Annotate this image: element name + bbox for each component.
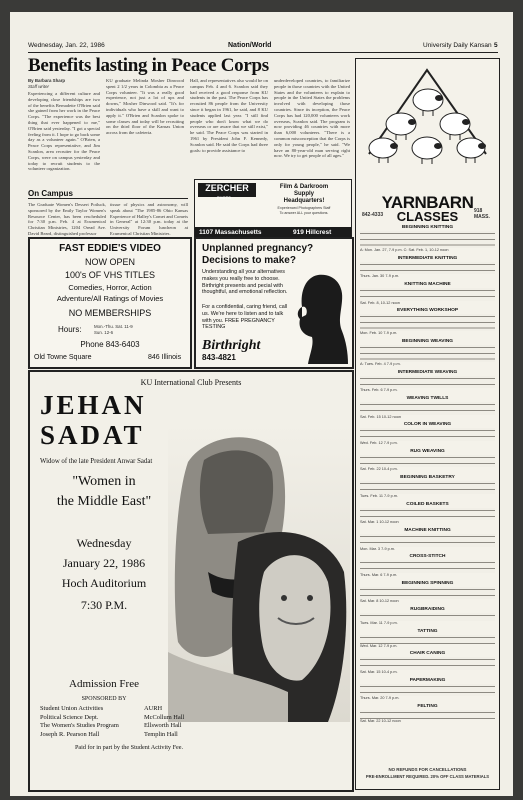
- sadat-date: January 22, 1986: [62, 556, 146, 570]
- sadat-admission: Admission Free: [69, 678, 139, 690]
- lead-column-1: Experiencing a different culture and developing close friendships are two of the benefits Bernadette O'Brien said she gained from her work in the Peace Corps. "The experience was the best thing that ever happened to me," O'Brien said yesterday. "I got a special feeling from it. I hope to go back some day as a volunteer again." O'Brien, a Peace Corps representative, and Jim Scanlon, area recruiter for the Peace Corps, were on campus yesterday and today to recruit students to the volunteer organization.: [28, 91, 100, 172]
- zercher-line-5: To answer ALL your questions.: [279, 211, 329, 215]
- yarnbarn-class-title: MACHINE KNITTING: [404, 527, 451, 533]
- sadat-sponsor: McCollum Hall: [144, 713, 185, 721]
- yarnbarn-class-description: [360, 560, 495, 573]
- yarnbarn-class-section: [360, 629, 495, 648]
- yarnbarn-class-section: [360, 607, 495, 626]
- yarnbarn-class-title: BEGINNING BASKETRY: [400, 475, 455, 481]
- sadat-topic-line-2: the Middle East": [56, 494, 152, 509]
- fast-eddies-address: 846 Illinois: [148, 354, 182, 361]
- fast-eddies-no-memberships: NO MEMBERSHIPS: [68, 308, 152, 318]
- birthright-phone: 843-4821: [202, 353, 236, 362]
- fast-eddies-ratings: Adventure/All Ratings of Movies: [56, 294, 164, 303]
- birthright-logo: Birthright: [202, 338, 261, 353]
- yarnbarn-name: YARNBARN: [381, 193, 474, 212]
- fast-eddies-hours-label: Hours:: [58, 325, 82, 334]
- yarnbarn-address-street: MASS.: [474, 214, 490, 220]
- yarnbarn-class-title: BEGINNING WEAVING: [401, 338, 454, 344]
- lead-subbyline: Staff writer: [28, 84, 49, 89]
- yarnbarn-class-schedule: Sat. Feb. 15 10-12 noon: [360, 414, 401, 419]
- sadat-sponsor: AURH: [144, 705, 163, 712]
- yarnbarn-class-schedule: Tues. Mar. 11 7-9 p.m.: [360, 621, 398, 626]
- yarnbarn-class-section: [360, 308, 495, 336]
- yarnbarn-class-section: [360, 502, 495, 525]
- yarnbarn-class-schedule: Thurs. Feb. 6 7-9 p.m.: [360, 388, 398, 393]
- lead-headline: Benefits lasting in Peace Corps: [28, 55, 269, 76]
- header-section: Nation/World: [228, 42, 272, 49]
- yarnbarn-class-description: [360, 635, 495, 643]
- zercher-address-2: 919 Hillcrest: [293, 229, 332, 236]
- yarnbarn-class-section: [360, 256, 495, 279]
- fast-eddies-hours-sunday: Sun. 12-6: [94, 330, 114, 335]
- yarnbarn-class-title: INTERMEDIATE WEAVING: [397, 369, 458, 375]
- fast-eddies-title: FAST EDDIE'S VIDEO: [59, 243, 161, 254]
- header-page-number: 5: [494, 42, 498, 49]
- yarnbarn-class-title: RUG WEAVING: [410, 448, 445, 454]
- yarnbarn-class-section: [360, 678, 495, 701]
- sadat-sponsor: Templin Hall: [144, 730, 178, 738]
- yarnbarn-class-schedule: Thurs. Mar. 20 7-9 p.m.: [360, 696, 400, 701]
- yarnbarn-class-description: [360, 481, 495, 494]
- zercher-photo-ad: [194, 179, 352, 240]
- sadat-time: 7:30 P.M.: [80, 598, 128, 612]
- yarnbarn-class-description: [360, 613, 495, 621]
- yarnbarn-class-description: [360, 587, 495, 600]
- zercher-line-1: Film & Darkroom: [279, 184, 329, 190]
- on-campus-title: On Campus: [28, 189, 188, 199]
- zercher-logo: ZERCHER: [198, 183, 256, 197]
- yarnbarn-class-schedule: Wed. Mar. 12 7-9 p.m.: [360, 643, 398, 648]
- yarnbarn-class-description: [360, 710, 495, 718]
- yarnbarn-class-description: [360, 402, 495, 415]
- sadat-sponsor: Student Union Activities: [40, 705, 104, 712]
- zercher-line-2: Supply: [293, 191, 314, 197]
- yarnbarn-footer-refunds: NO REFUNDS FOR CANCELLATIONS: [388, 767, 467, 772]
- yarnbarn-class-description: [360, 345, 495, 362]
- yarnbarn-class-title: EVERYTHING WORKSHOP: [396, 308, 459, 314]
- yarnbarn-class-title: BEGINNING SPINNING: [401, 580, 454, 586]
- yarnbarn-class-title: TATTING: [417, 629, 438, 635]
- on-campus-column-2: tissue of physics and astronomy, will speak about "The 1985-86 Ohio Kansas Experience of Halley's Comet and Comets in General" at 12:30 p.m. today at the University Forum luncheon at Ecumenical Christian Ministries.: [110, 202, 188, 236]
- yarnbarn-class-section: [360, 339, 495, 367]
- yarnbarn-class-description: [360, 231, 495, 248]
- page-header: [28, 40, 498, 53]
- yarnbarn-class-description: [360, 455, 495, 468]
- yarnbarn-class-schedule: Mon. Mar. 3 7-9 p.m.: [360, 546, 396, 551]
- sadat-portrait-photo: [168, 422, 350, 722]
- zercher-logo-sub: PHOTO: [217, 195, 232, 200]
- on-campus-column-1: The Graduate Women's Dessert Potluck, sponsored by the Emily Taylor Women's Resource Center, has been rescheduled for 7:30 p.m. Feb. 4 at Ecumenical Christian Ministries, 1204 Oread Ave. David Beard, distinguished professor: [28, 202, 106, 236]
- sadat-first-name: JEHAN: [40, 390, 147, 420]
- birthright-headline: Unplanned pregnancy? Decisions to make?: [202, 243, 314, 266]
- yarnbarn-class-title: WEAVING TWILLS: [406, 395, 449, 401]
- yarnbarn-address-number: 918: [474, 208, 483, 214]
- sadat-sponsor: Ellsworth Hall: [144, 722, 182, 730]
- yarnbarn-class-schedule: Mon. Feb. 10 7-9 p.m.: [360, 331, 398, 336]
- fast-eddies-video-ad: [28, 237, 192, 369]
- yarnbarn-class-title: INTERMEDIATE KNITTING: [397, 255, 458, 261]
- header-paper: University Daily Kansan: [423, 42, 492, 49]
- yarnbarn-class-section: [360, 475, 495, 498]
- yarnbarn-class-section: [360, 396, 495, 419]
- yarnbarn-class-title: FELTING: [417, 704, 438, 710]
- sadat-sponsor: Joseph R. Pearson Hall: [40, 730, 100, 738]
- yarnbarn-class-section: [360, 449, 495, 472]
- yarnbarn-class-title: CROSS-STITCH: [409, 554, 446, 560]
- fast-eddies-hours-weekday: Mon.-Thu. Sat. 11-9: [94, 324, 133, 329]
- yarnbarn-class-description: [360, 288, 495, 301]
- yarnbarn-class-section: [360, 651, 495, 674]
- yarnbarn-class-title: COLOR IN WEAVING: [403, 422, 452, 428]
- yarnbarn-class-schedule: Thurs. Jan. 30 7-9 p.m.: [360, 274, 400, 279]
- yarnbarn-class-schedule: Sat. Feb. 22 10-4 p.m.: [360, 467, 398, 472]
- yarnbarn-class-section: [360, 282, 495, 305]
- sheep-illustration: [361, 62, 494, 192]
- fast-eddies-now-open: NOW OPEN: [84, 257, 135, 267]
- zercher-line-3: Headquarters!: [283, 198, 325, 204]
- yarnbarn-class-section: [360, 225, 495, 253]
- sadat-place: Hoch Auditorium: [61, 576, 147, 590]
- yarnbarn-class-section: [360, 528, 495, 551]
- yarnbarn-class-section: [360, 422, 495, 445]
- sadat-topic-line-1: "Women in: [72, 474, 136, 489]
- yarnbarn-phone: 842-4333: [362, 212, 384, 218]
- yarnbarn-class-schedule: Wed. Feb. 12 7-9 p.m.: [360, 440, 398, 445]
- yarnbarn-class-description: [360, 376, 495, 389]
- lead-byline: By Barbara Sharp: [28, 78, 66, 83]
- sadat-sponsors-left: [40, 705, 140, 739]
- yarnbarn-class-title: COILED BASKETS: [406, 501, 449, 507]
- newspaper-page: [10, 12, 513, 796]
- yarnbarn-class-section: [360, 554, 495, 577]
- yarnbarn-class-title: PAPERMAKING: [409, 677, 446, 683]
- yarnbarn-class-schedule: Sat. Mar. 8 10-12 noon: [360, 599, 399, 604]
- sadat-sponsor: The Women's Studies Program: [40, 722, 119, 730]
- yarnbarn-class-schedule: A: Mon. Jan. 27, 7-9 p.m. C: Sat. Feb. 1, 10-12 noon: [360, 247, 449, 252]
- woman-silhouette-illustration: [288, 269, 350, 364]
- zercher-line-4: Experienced Photographers Staff: [277, 206, 331, 210]
- yarnbarn-class-title: BEGINNING KNITTING: [401, 225, 454, 230]
- sadat-last-name: SADAT: [40, 420, 145, 450]
- yarnbarn-class-section: [360, 704, 495, 723]
- sadat-sponsors-right: [144, 705, 204, 739]
- yarnbarn-class-schedule: A: Tues. Feb. 4 7-9 p.m.: [360, 361, 401, 366]
- yarnbarn-class-schedule: Tues. Feb. 11 7-9 p.m.: [360, 493, 398, 498]
- jehan-sadat-ad: [28, 370, 354, 792]
- yarnbarn-classes-ad: [355, 58, 500, 790]
- yarnbarn-class-description: [360, 428, 495, 441]
- yarnbarn-class-schedule: Sat. Mar. 15 10-4 p.m.: [360, 670, 398, 675]
- fast-eddies-titles: 100's OF VHS TITLES: [64, 270, 156, 280]
- yarnbarn-class-title: CHAIR CANING: [409, 651, 446, 657]
- yarnbarn-class-description: [360, 684, 495, 697]
- yarnbarn-class-title: RUGBRAIDING: [410, 607, 445, 613]
- lead-column-3: Hall, and representatives also would be on campus Feb. 4 and 6. Scanlon said they had received a good response from KU students in the past. The Peace Corps has recruited 86 people from the University since it began in 1961, he said, and 8 KU students applied last year. "I still find people who don't know what we do overseas or are aware that we still exist," he said. The Peace Corps was started in 1961 by President John F. Kennedy, Scanlon said. He said the Corps had three goals: to provide assistance to: [190, 78, 268, 153]
- birthright-body-1: Understanding all your alternatives makes you really free to choose. Birthright presents and pecial with thoughtful, and emotional reflection.: [202, 269, 288, 296]
- lead-column-2: KU graduate Melinda Mosher Dinwood spent 2 1/2 years in Colombia as a Peace Corps volunteer. "It was a really good experience, not just a lot of ups and downs," Mosher Dinwood said. "It's for individuals who have a skill and want to apply it." O'Brien and Scanlon spoke to some classes and today will be recruiting on the third floor of the Kansas Union across from the cafeteria.: [106, 78, 184, 136]
- yarnbarn-class-section: [360, 581, 495, 604]
- fast-eddies-location: Old Towne Square: [34, 354, 92, 361]
- yarnbarn-class-description: [360, 657, 495, 670]
- yarnbarn-class-description: [360, 314, 495, 331]
- sadat-sponsored-by: SPONSORED BY: [81, 696, 127, 702]
- yarnbarn-class-section: [360, 370, 495, 393]
- yarnbarn-class-list: [360, 225, 495, 765]
- sadat-club: KU International Club Presents: [140, 378, 242, 387]
- zercher-address-1: 1107 Massachusetts: [199, 229, 262, 236]
- lead-column-4: underdeveloped countries, to familiarize people in those countries with the United States and the volunteers to explain to people in the United States the problems involved with developing those countries. Since its inception, the Peace Corps has had 120,000 volunteers work overseas, Scanlon said. The program is now providing 46 countries with more than 6,000 volunteers. "There is a common misconception that the Corps is only for young people," he said. "We have an 80-year-old man serving right now. We try to get people of all ages.": [274, 78, 350, 159]
- fast-eddies-phone: Phone 843-6403: [80, 340, 140, 349]
- yarnbarn-classes-label: CLASSES: [396, 209, 459, 224]
- yarnbarn-class-schedule: Sat. Feb. 8, 10-12 noon: [360, 300, 400, 305]
- sadat-paid-note: Paid for in part by the Student Activity Fee.: [74, 744, 184, 751]
- yarnbarn-class-title: KNITTING MACHINE: [404, 281, 451, 287]
- sadat-widow-line: Widow of the late President Anwar Sadat: [40, 458, 153, 465]
- birthright-body-2: For a confidential, caring friend, call us. We're here to listen and to talk with you. FREE PREGNANCY TESTING: [202, 304, 288, 331]
- yarnbarn-class-description: [360, 508, 495, 521]
- yarnbarn-class-description: [360, 534, 495, 547]
- yarnbarn-footer-enrollment: PRE-ENROLLMENT REQUIRED. 20% OFF CLASS MATERIALS: [365, 774, 490, 779]
- yarnbarn-class-description: [360, 262, 495, 275]
- yarnbarn-class-schedule: Thurs. Mar. 6 7-9 p.m.: [360, 572, 398, 577]
- header-date: Wednesday, Jan. 22, 1986: [28, 42, 105, 49]
- fast-eddies-genres: Comedies, Horror, Action: [68, 283, 152, 292]
- sadat-sponsor: Political Science Dept.: [40, 713, 99, 721]
- yarnbarn-class-schedule: Sat. Mar. 22 10-12 noon: [360, 718, 401, 723]
- sadat-day: Wednesday: [76, 536, 132, 550]
- birthright-ad: [194, 237, 354, 369]
- yarnbarn-class-schedule: Sat. Mar. 1 10-12 noon: [360, 520, 399, 525]
